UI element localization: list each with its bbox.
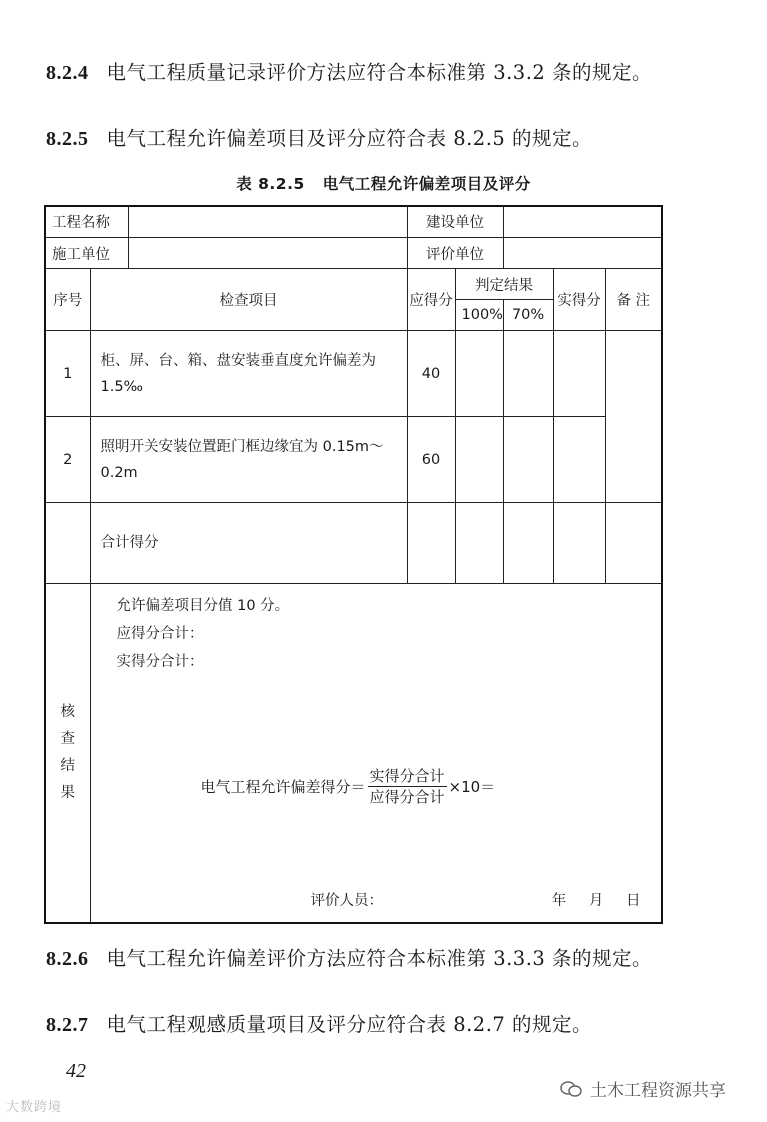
review-line-points: 允许偏差项目分值 10 分。 <box>116 597 290 614</box>
review-label-char: 核 <box>60 703 75 720</box>
row-score: 40 <box>407 331 455 417</box>
clause-8-2-4 <box>46 58 686 88</box>
row-pct70 <box>503 331 553 417</box>
review-row <box>45 583 662 923</box>
row-pct70 <box>503 417 553 502</box>
row-score: 60 <box>407 417 455 502</box>
review-label <box>45 583 90 923</box>
formula-numerator: 实得分合计 <box>369 766 445 785</box>
clause-8-2-7 <box>46 1010 686 1040</box>
date-day: 日 <box>626 892 641 909</box>
total-score-due <box>407 502 455 583</box>
total-pct70 <box>503 502 553 583</box>
date-field <box>534 889 641 910</box>
clause-number: 8.2.6 <box>46 948 89 970</box>
row-remark <box>605 331 662 502</box>
clause-text: 电气工程允许偏差项目及评分应符合表 8.2.5 的规定。 <box>106 127 593 150</box>
date-year: 年 <box>551 892 567 909</box>
formula-denominator: 应得分合计 <box>369 787 445 806</box>
review-line-due: 应得分合计： <box>116 625 204 642</box>
total-row <box>45 502 662 583</box>
construction-unit-value <box>503 206 662 237</box>
clause-text: 电气工程允许偏差评价方法应符合本标准第 3.3.3 条的规定。 <box>106 947 653 970</box>
row-item: 照明开关安装位置距门框边缘宜为 0.15m～0.2m <box>90 417 407 502</box>
contractor-value <box>128 237 407 268</box>
formula-rhs: ×10＝ <box>448 777 496 796</box>
total-actual <box>553 502 605 583</box>
header-item: 检查项目 <box>90 269 407 331</box>
header-score-due: 应得分 <box>407 269 455 331</box>
score-formula <box>201 766 496 807</box>
review-label-char: 结 <box>60 757 75 774</box>
row-seq: 2 <box>45 417 90 502</box>
row-actual <box>553 417 605 502</box>
total-remark <box>605 502 662 583</box>
project-name-label: 工程名称 <box>45 206 128 237</box>
table-title-text: 电气工程允许偏差项目及评分 <box>322 175 531 193</box>
clause-8-2-5 <box>46 124 686 154</box>
contractor-label: 施工单位 <box>45 237 128 268</box>
clause-number: 8.2.4 <box>46 62 89 84</box>
review-label-char: 查 <box>60 730 75 747</box>
formula-lhs: 电气工程允许偏差得分＝ <box>200 777 366 796</box>
watermark-text: 土木工程资源共享 <box>590 1081 726 1101</box>
header-seq: 序号 <box>45 269 90 331</box>
row-item: 柜、屏、台、箱、盘安装垂直度允许偏差为 1.5‰ <box>90 331 407 417</box>
page-number: 42 <box>66 1060 86 1082</box>
clause-text: 电气工程质量记录评价方法应符合本标准第 3.3.2 条的规定。 <box>106 61 653 84</box>
row-actual <box>553 331 605 417</box>
review-line-actual: 实得分合计： <box>116 653 204 670</box>
project-name-value <box>128 206 407 237</box>
date-month: 月 <box>588 892 604 909</box>
header-judgment: 判定结果 <box>455 269 553 299</box>
clause-text: 电气工程观感质量项目及评分应符合表 8.2.7 的规定。 <box>106 1013 593 1036</box>
evaluation-table <box>44 205 663 924</box>
header-pct70: 70% <box>503 299 553 330</box>
evaluation-unit-label: 评价单位 <box>407 237 503 268</box>
wechat-icon <box>560 1080 582 1098</box>
formula-fraction <box>368 766 447 807</box>
signature-line <box>311 889 641 910</box>
header-remark: 备 注 <box>605 269 662 331</box>
review-content <box>90 583 662 923</box>
row-pct100 <box>455 331 503 417</box>
row-pct100 <box>455 417 503 502</box>
info-row-1 <box>45 206 662 237</box>
info-row-2 <box>45 237 662 268</box>
review-label-char: 果 <box>60 784 75 801</box>
total-pct100 <box>455 502 503 583</box>
header-row-1 <box>45 269 662 299</box>
header-pct100: 100% <box>455 299 503 330</box>
total-label: 合计得分 <box>90 502 407 583</box>
evaluation-unit-value <box>503 237 662 268</box>
table-number: 表 8.2.5 <box>236 175 305 193</box>
construction-unit-label: 建设单位 <box>407 206 503 237</box>
table-title <box>0 172 767 194</box>
table-row <box>45 417 662 502</box>
clause-number: 8.2.5 <box>46 128 89 150</box>
evaluator-label: 评价人员： <box>310 892 383 909</box>
clause-number: 8.2.7 <box>46 1014 89 1036</box>
watermark-right <box>560 1076 726 1101</box>
row-seq: 1 <box>45 331 90 417</box>
watermark-left: 大数跨境 <box>6 1100 63 1115</box>
clause-8-2-6 <box>46 944 686 974</box>
table-row <box>45 331 662 417</box>
total-seq <box>45 502 90 583</box>
header-score-actual: 实得分 <box>553 269 605 331</box>
